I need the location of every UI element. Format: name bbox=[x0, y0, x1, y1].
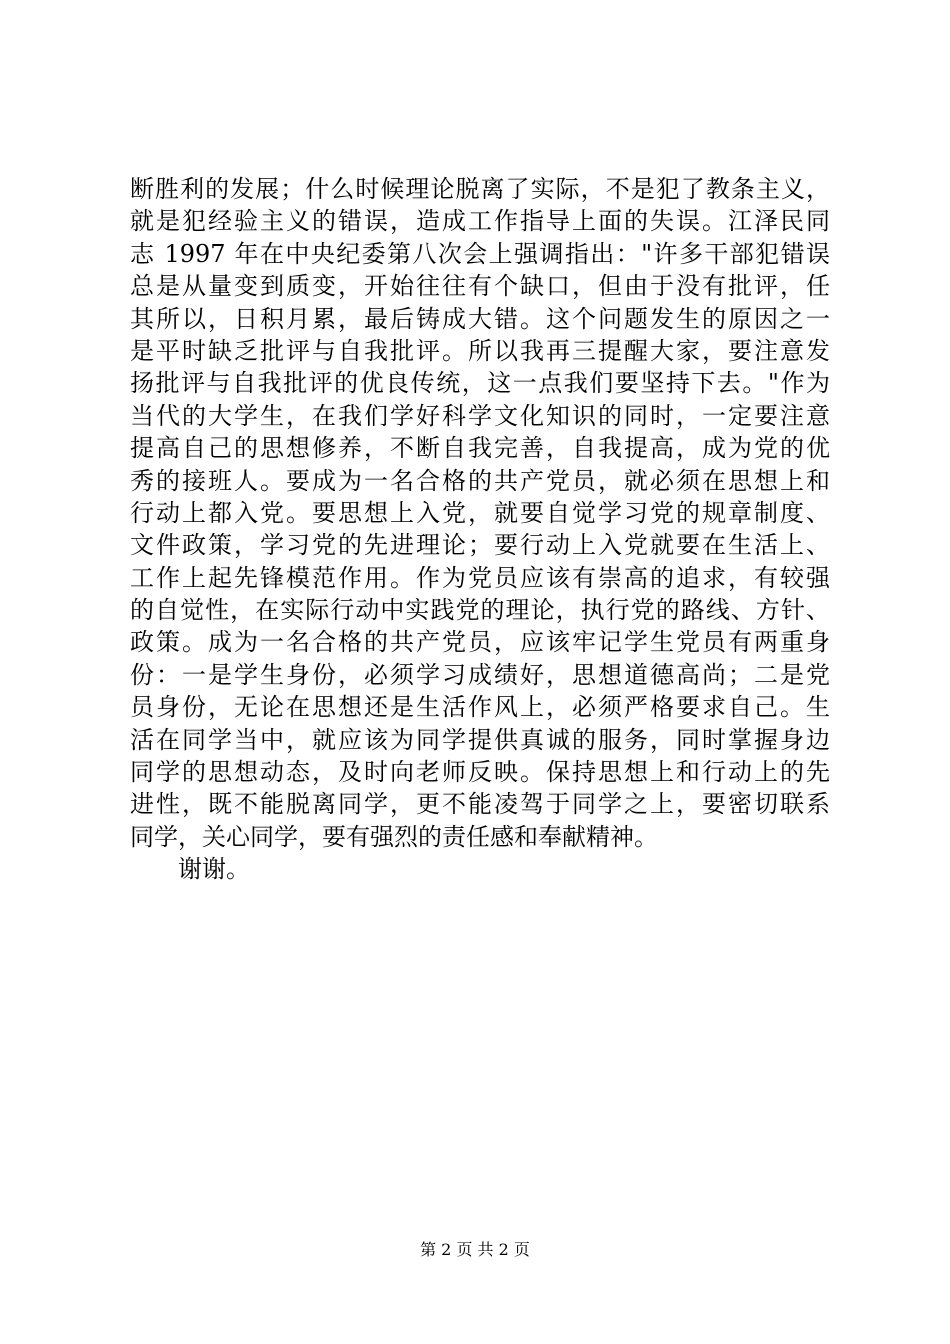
text-line: 是平时缺乏批评与自我批评。所以我再三提醒大家，要注意发 bbox=[130, 336, 830, 365]
text-line: 志 1997 年在中央纪委第八次会上强调指出："许多干部犯错误 bbox=[130, 239, 830, 268]
page-number-label: 第 2 页 共 2 页 bbox=[420, 1240, 530, 1259]
text-line: 总是从量变到质变，开始往往有个缺口，但由于没有批评，任 bbox=[130, 272, 830, 301]
text-line: 断胜利的发展；什么时候理论脱离了实际，不是犯了教条主义， bbox=[130, 175, 830, 203]
body-paragraph bbox=[130, 173, 830, 886]
text-line: 文件政策，学习党的先进理论；要行动上入党就要在生活上、 bbox=[130, 531, 830, 560]
text-line: 进性，既不能脱离同学，更不能凌驾于同学之上，要密切联系 bbox=[130, 790, 830, 819]
text-line: 秀的接班人。要成为一名合格的共产党员，就必须在思想上和 bbox=[130, 466, 830, 495]
text-line: 活在同学当中，就应该为同学提供真诚的服务，同时掌握身边 bbox=[130, 725, 830, 754]
text-line: 扬批评与自我批评的优良传统，这一点我们要坚持下去。"作为 bbox=[130, 369, 830, 398]
text-line: 其所以，日积月累，最后铸成大错。这个问题发生的原因之一 bbox=[130, 304, 830, 333]
text-line: 同学的思想动态，及时向老师反映。保持思想上和行动上的先 bbox=[130, 758, 830, 787]
text-line: 当代的大学生，在我们学好科学文化知识的同时，一定要注意 bbox=[130, 401, 830, 430]
text-line: 政策。成为一名合格的共产党员，应该牢记学生党员有两重身 bbox=[130, 628, 830, 657]
text-line: 提高自己的思想修养，不断自我完善，自我提高，成为党的优 bbox=[130, 434, 830, 463]
page-footer bbox=[0, 1240, 950, 1260]
text-line: 就是犯经验主义的错误，造成工作指导上面的失误。江泽民同 bbox=[130, 207, 830, 236]
text-line: 工作上起先锋模范作用。作为党员应该有崇高的追求，有较强 bbox=[130, 563, 830, 592]
text-line: 的自觉性，在实际行动中实践党的理论，执行党的路线、方针、 bbox=[130, 596, 830, 625]
text-line: 份：一是学生身份，必须学习成绩好，思想道德高尚；二是党 bbox=[130, 660, 830, 689]
text-line: 同学，关心同学，要有强烈的责任感和奉献精神。 bbox=[130, 822, 658, 851]
text-line: 员身份，无论在思想还是生活作风上，必须严格要求自己。生 bbox=[130, 693, 830, 722]
closing-line: 谢谢。 bbox=[178, 855, 250, 884]
text-line: 行动上都入党。要思想上入党，就要自觉学习党的规章制度、 bbox=[130, 498, 830, 527]
